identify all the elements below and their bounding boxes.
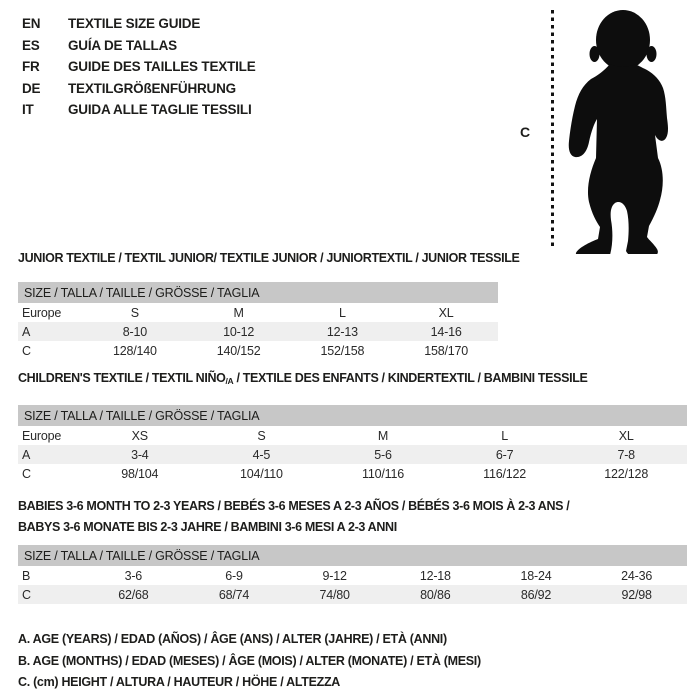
language-title: GUIDA ALLE TAGLIE TESSILI: [68, 102, 252, 117]
language-row-es: [22, 35, 256, 57]
row-label: C: [22, 466, 31, 481]
table-row-age-months: [18, 566, 687, 585]
language-row-it: [22, 99, 256, 121]
age-cell: 12-13: [326, 324, 358, 339]
language-code: IT: [22, 102, 34, 117]
age-cell: 4-5: [252, 447, 271, 462]
age-cell: 14-16: [430, 324, 462, 339]
height-measure-figure: [500, 0, 700, 260]
table-row-europe: [18, 303, 498, 322]
language-code: FR: [22, 59, 40, 74]
children-table-title: [18, 370, 687, 389]
age-cell: 8-10: [122, 324, 147, 339]
table-row-height: [18, 464, 687, 483]
age-cell: 10-12: [223, 324, 255, 339]
language-code: ES: [22, 37, 40, 53]
language-title: TEXTILGRÖßENFÜHRUNG: [68, 80, 236, 96]
language-code: DE: [22, 80, 41, 96]
babies-table-section: [18, 496, 687, 604]
height-cell: 62/68: [118, 587, 149, 602]
row-label: B: [22, 568, 31, 583]
size-cell: XL: [438, 305, 454, 320]
toddler-silhouette-icon: [562, 8, 690, 254]
height-cell: 86/92: [520, 587, 552, 602]
title-subscript: /A: [225, 376, 234, 386]
height-cell: 110/116: [362, 466, 404, 481]
height-cell: 80/86: [420, 587, 451, 602]
size-cell: L: [501, 428, 508, 443]
row-label: A: [22, 447, 31, 462]
height-cell: 74/80: [319, 587, 350, 602]
row-label: Europe: [22, 428, 62, 443]
table-row-age: [18, 445, 687, 464]
language-title: GUÍA DE TALLAS: [68, 37, 177, 53]
language-row-en: [22, 13, 256, 35]
junior-size-table: [18, 282, 498, 360]
size-header-bar: SIZE / TALLA / TAILLE / GRÖSSE / TAGLIA: [18, 282, 498, 303]
title-line-2: BABYS 3-6 MONATE BIS 2-3 JAHRE / BAMBINI 3-6 MESI A 2-3 ANNI: [18, 520, 397, 534]
height-cell: 128/140: [112, 343, 157, 358]
language-row-fr: [22, 56, 256, 78]
age-cell: 3-6: [124, 568, 143, 583]
size-header-bar: SIZE / TALLA / TAILLE / GRÖSSE / TAGLIA: [18, 545, 687, 566]
height-cell: 92/98: [621, 587, 652, 602]
age-cell: 5-6: [374, 447, 392, 462]
language-code: EN: [22, 16, 41, 31]
table-row-height: [18, 341, 498, 360]
size-tables-content: [18, 250, 687, 694]
age-cell: 18-24: [520, 568, 552, 583]
junior-table-title: JUNIOR TEXTILE / TEXTIL JUNIOR/ TEXTILE JUNIOR / JUNIORTEXTIL / JUNIOR TESSILE: [18, 251, 520, 265]
height-cell: 68/74: [218, 587, 250, 602]
height-cell: 122/128: [604, 466, 649, 481]
table-row-europe: [18, 426, 687, 445]
age-cell: 6-9: [225, 568, 243, 583]
height-dashed-line: [551, 10, 554, 247]
size-cell: M: [377, 428, 389, 443]
note-height-cm: C. (cm) HEIGHT / ALTURA / HAUTEUR / HÖHE / ALTEZZA: [18, 675, 341, 689]
height-cell: 158/170: [424, 343, 469, 358]
title-text: CHILDREN'S TEXTILE / TEXTIL NIÑO: [18, 371, 226, 385]
size-header-bar: SIZE / TALLA / TAILLE / GRÖSSE / TAGLIA: [18, 405, 687, 426]
age-cell: 24-36: [621, 568, 653, 583]
age-cell: 6-7: [495, 447, 514, 462]
language-title: GUIDE DES TAILLES TEXTILE: [68, 59, 256, 74]
language-title: TEXTILE SIZE GUIDE: [68, 16, 201, 31]
babies-size-table: [18, 545, 687, 604]
height-cell: 152/158: [320, 343, 365, 358]
title-line-1: BABIES 3-6 MONTH TO 2-3 YEARS / BEBÉS 3-6 MESES A 2-3 AÑOS / BÉBÉS 3-6 MOIS À 2-3 ANS /: [18, 499, 570, 513]
size-cell: XL: [618, 428, 634, 443]
note-age-years: A. AGE (YEARS) / EDAD (AÑOS) / ÂGE (ANS) / ALTER (JAHRE) / ETÀ (ANNI): [18, 632, 447, 646]
children-size-table: [18, 405, 687, 483]
title-text: / TEXTILE DES ENFANTS / KINDERTEXTIL / BAMBINI TESSILE: [233, 371, 588, 385]
babies-table-title: [18, 496, 687, 538]
height-cell: 98/104: [121, 466, 159, 481]
table-row-age: [18, 322, 498, 341]
age-cell: 7-8: [617, 447, 635, 462]
size-cell: S: [257, 428, 266, 443]
height-cell: 116/122: [483, 466, 527, 481]
language-title-list: [22, 13, 256, 121]
height-cell: 140/152: [216, 343, 261, 358]
children-table-section: [18, 370, 687, 483]
age-cell: 9-12: [322, 568, 347, 583]
language-row-de: [22, 78, 256, 100]
age-cell: 12-18: [419, 568, 451, 583]
row-label: A: [22, 324, 31, 339]
junior-table-section: [18, 250, 687, 360]
row-label: Europe: [22, 305, 62, 320]
row-label: C: [22, 343, 31, 358]
size-cell: M: [233, 305, 244, 320]
size-cell: L: [338, 305, 346, 320]
height-measure-label: C: [520, 124, 531, 140]
legend-notes: [18, 629, 687, 694]
table-row-height: [18, 585, 687, 604]
row-label: C: [22, 587, 31, 602]
size-cell: S: [130, 305, 139, 320]
note-age-months: B. AGE (MONTHS) / EDAD (MESES) / ÂGE (MOIS) / ALTER (MONATE) / ETÀ (MESI): [18, 653, 481, 668]
size-cell: XS: [131, 428, 148, 443]
age-cell: 3-4: [131, 447, 149, 462]
height-cell: 104/110: [239, 466, 283, 481]
